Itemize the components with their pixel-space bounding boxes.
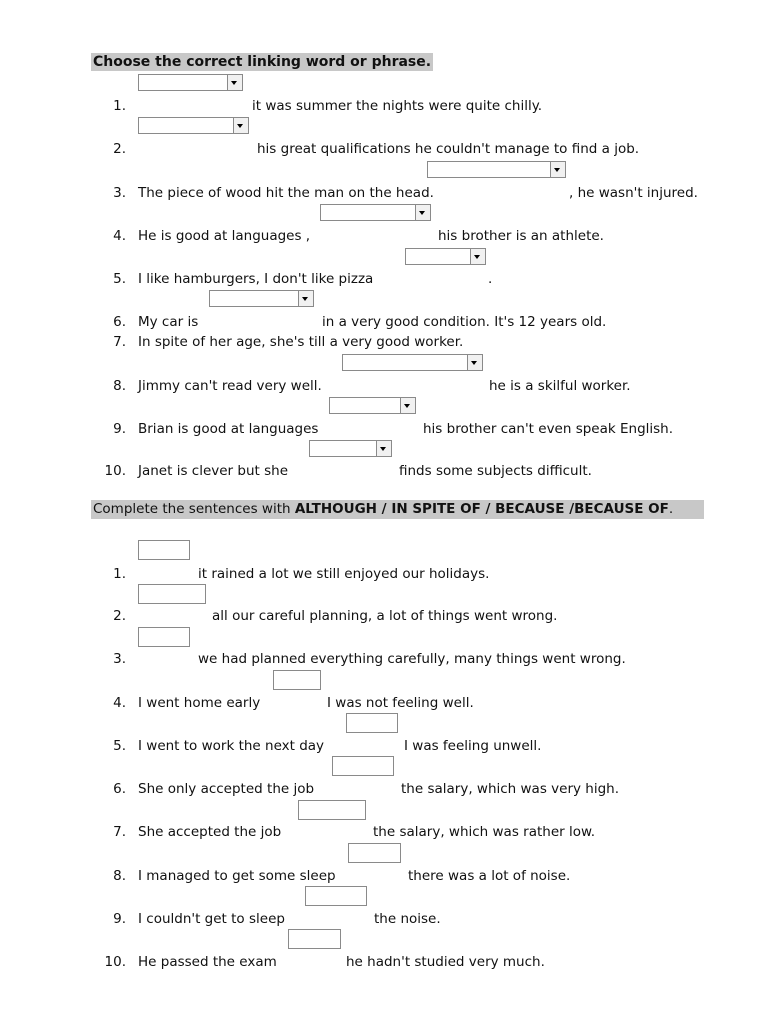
answer-input-2-5[interactable] bbox=[346, 713, 398, 733]
sentence-text: his brother is an athlete. bbox=[438, 228, 604, 244]
sentence-text: Brian is good at languages bbox=[138, 421, 319, 437]
sentence-text: Janet is clever but she bbox=[138, 463, 288, 479]
sentence-text: it was summer the nights were quite chilly. bbox=[252, 98, 543, 114]
section2-title bbox=[91, 500, 704, 519]
sentence-text: it rained a lot we still enjoyed our holidays. bbox=[198, 566, 490, 582]
sentence-text: . bbox=[488, 271, 493, 287]
item-number: 9. bbox=[113, 911, 126, 927]
dropdown-1-3[interactable] bbox=[427, 161, 566, 178]
dropdown-1-1[interactable] bbox=[138, 74, 243, 91]
item-number: 6. bbox=[113, 314, 126, 330]
sentence-text: I went to work the next day bbox=[138, 738, 325, 754]
sentence-text: He is good at languages , bbox=[138, 228, 311, 244]
item-number: 9. bbox=[113, 421, 126, 437]
item-number: 5. bbox=[113, 738, 126, 754]
chevron-down-icon[interactable] bbox=[376, 441, 391, 456]
sentence-text: the salary, which was very high. bbox=[401, 781, 620, 797]
sentence-text: I was not feeling well. bbox=[327, 695, 474, 711]
dropdown-1-6[interactable] bbox=[209, 290, 314, 307]
sentence-text: In spite of her age, she's till a very good worker. bbox=[138, 334, 464, 350]
item-number: 1. bbox=[113, 98, 126, 114]
chevron-down-icon[interactable] bbox=[415, 205, 430, 220]
answer-input-2-7[interactable] bbox=[298, 800, 366, 820]
item-number: 10. bbox=[104, 954, 126, 970]
item-number: 8. bbox=[113, 868, 126, 884]
chevron-down-icon[interactable] bbox=[550, 162, 565, 177]
sentence-text: The piece of wood hit the man on the head. bbox=[138, 185, 434, 201]
sentence-text: we had planned everything carefully, many things went wrong. bbox=[198, 651, 626, 667]
item-number: 2. bbox=[113, 608, 126, 624]
chevron-down-icon[interactable] bbox=[227, 75, 242, 90]
item-number: 2. bbox=[113, 141, 126, 157]
item-number: 7. bbox=[113, 824, 126, 840]
sentence-text: She accepted the job bbox=[138, 824, 282, 840]
answer-input-2-2[interactable] bbox=[138, 584, 206, 604]
item-number: 10. bbox=[104, 463, 126, 479]
section1-title: Choose the correct linking word or phrase. bbox=[93, 54, 432, 70]
dropdown-1-2[interactable] bbox=[138, 117, 249, 134]
sentence-text: , he wasn't injured. bbox=[569, 185, 698, 201]
chevron-down-icon[interactable] bbox=[298, 291, 313, 306]
section2-title-prefix: Complete the sentences with bbox=[93, 501, 295, 517]
chevron-down-icon[interactable] bbox=[470, 249, 485, 264]
chevron-down-icon[interactable] bbox=[400, 398, 415, 413]
dropdown-1-4[interactable] bbox=[320, 204, 431, 221]
item-number: 6. bbox=[113, 781, 126, 797]
answer-input-2-3[interactable] bbox=[138, 627, 190, 647]
sentence-text: the salary, which was rather low. bbox=[373, 824, 596, 840]
answer-input-2-4[interactable] bbox=[273, 670, 321, 690]
answer-input-2-10[interactable] bbox=[288, 929, 341, 949]
sentence-text: He passed the exam bbox=[138, 954, 277, 970]
sentence-text: Jimmy can't read very well. bbox=[138, 378, 322, 394]
sentence-text: his brother can't even speak English. bbox=[423, 421, 674, 437]
dropdown-1-5[interactable] bbox=[405, 248, 486, 265]
dropdown-1-10[interactable] bbox=[309, 440, 392, 457]
item-number: 7. bbox=[113, 334, 126, 350]
answer-input-2-8[interactable] bbox=[348, 843, 401, 863]
sentence-text: I went home early bbox=[138, 695, 261, 711]
answer-input-2-9[interactable] bbox=[305, 886, 367, 906]
item-number: 1. bbox=[113, 566, 126, 582]
sentence-text: there was a lot of noise. bbox=[408, 868, 571, 884]
chevron-down-icon[interactable] bbox=[467, 355, 482, 370]
sentence-text: I managed to get some sleep bbox=[138, 868, 336, 884]
sentence-text: I couldn't get to sleep bbox=[138, 911, 285, 927]
sentence-text: he hadn't studied very much. bbox=[346, 954, 545, 970]
chevron-down-icon[interactable] bbox=[233, 118, 248, 133]
sentence-text: in a very good condition. It's 12 years old. bbox=[322, 314, 607, 330]
item-number: 4. bbox=[113, 228, 126, 244]
sentence-text: I like hamburgers, I don't like pizza bbox=[138, 271, 374, 287]
sentence-text: he is a skilful worker. bbox=[489, 378, 631, 394]
answer-input-2-6[interactable] bbox=[332, 756, 394, 776]
item-number: 5. bbox=[113, 271, 126, 287]
item-number: 8. bbox=[113, 378, 126, 394]
sentence-text: all our careful planning, a lot of things went wrong. bbox=[212, 608, 558, 624]
sentence-text: My car is bbox=[138, 314, 199, 330]
sentence-text: She only accepted the job bbox=[138, 781, 315, 797]
sentence-text: finds some subjects difficult. bbox=[399, 463, 592, 479]
dropdown-1-8[interactable] bbox=[342, 354, 483, 371]
item-number: 3. bbox=[113, 651, 126, 667]
answer-input-2-1[interactable] bbox=[138, 540, 190, 560]
section2-title-suffix: . bbox=[668, 501, 674, 517]
item-number: 3. bbox=[113, 185, 126, 201]
sentence-text: his great qualifications he couldn't manage to find a job. bbox=[257, 141, 640, 157]
dropdown-1-9[interactable] bbox=[329, 397, 416, 414]
sentence-text: I was feeling unwell. bbox=[404, 738, 542, 754]
section2-title-keywords: ALTHOUGH / IN SPITE OF / BECAUSE /BECAUSE OF bbox=[294, 501, 669, 517]
item-number: 4. bbox=[113, 695, 126, 711]
sentence-text: the noise. bbox=[374, 911, 441, 927]
